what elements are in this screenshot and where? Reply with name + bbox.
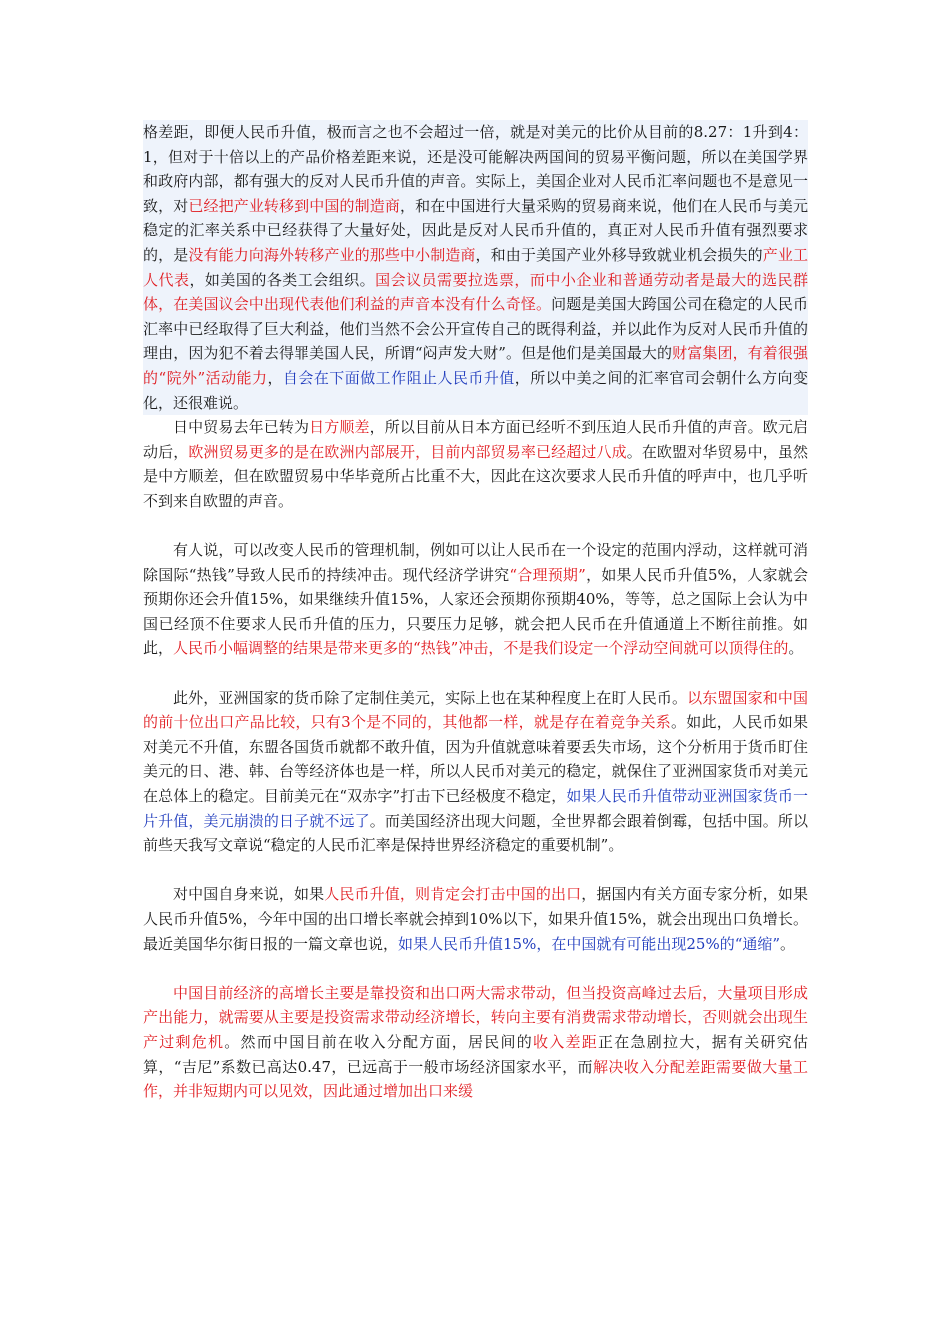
text-segment: 格差距，即便人民币升值，极而言之也不会超过一倍，就是对美元的比价从目前的8.27：1升到4：1，但对于十倍以上的产品价格差距来说，还是没可能解决两国间的贸易平衡问题，所以在美国学界和政府内部，都有强大的反对人民币升值的声音。实际上，美国企业对人民币汇率问题也不是意见一致，对 bbox=[143, 123, 808, 215]
text-segment: 对中国自身来说，如果 bbox=[173, 885, 325, 904]
text-segment: 如果人民币升值15%，在中国就有可能出现25%的“通缩” bbox=[398, 934, 781, 953]
paragraph-5 bbox=[143, 882, 808, 956]
text-segment: 人民币升值，则肯定会打击中国的出口 bbox=[324, 885, 582, 904]
text-segment: 已经把产业转移到中国的制造商 bbox=[188, 196, 400, 215]
text-segment: ，所以目前从日本方面已经听不到压迫人民币升值的声音。欧元启动后， bbox=[143, 418, 808, 461]
text-segment: ，如美国的各类工会组织。 bbox=[189, 270, 376, 289]
text-segment: “合理预期” bbox=[509, 565, 586, 584]
text-segment: 。而美国经济出现大问题，全世界都会跟着倒霉，包括中国。所以前些天我写文章说“稳定的人民币汇率是保持世界经济稳定的重要机制”。 bbox=[143, 811, 808, 855]
text-segment: 没有能力向海外转移产业的那些中小制造商 bbox=[188, 245, 476, 264]
document-page bbox=[143, 120, 808, 1104]
text-segment: 如果人民币升值带动亚洲国家货币一片升值，美元崩溃的日子就不远了 bbox=[143, 787, 808, 830]
text-segment: 日中贸易去年已转为 bbox=[173, 418, 310, 437]
paragraph-2 bbox=[143, 415, 808, 513]
text-segment: 解决收入分配差距需要做大量工作，并非短期内可以见效，因此通过增加出口来缓 bbox=[143, 1057, 808, 1101]
text-segment: 有人说，可以改变人民币的管理机制，例如可以让人民币在一个设定的范围内浮动，这样就可消除国际“热钱”导致人民币的持续冲击。现代经济学讲究 bbox=[143, 541, 808, 584]
text-segment: 。在欧盟对华贸易中，虽然是中方顺差，但在欧盟贸易中华毕竟所占比重不大，因此在这次要求人民币升值的呼声中，也几乎听不到来自欧盟的声音。 bbox=[143, 442, 808, 510]
text-segment: 。 bbox=[780, 934, 796, 953]
text-segment: ，和由于美国产业外移导致就业机会损失的 bbox=[475, 245, 763, 264]
text-segment: 国会议员需要拉选票，而中小企业和普通劳动者是最大的选民群体，在美国议会中出现代表他们利益的声音本没有什么奇怪。 bbox=[143, 270, 808, 314]
paragraph-3 bbox=[143, 538, 808, 661]
text-segment: 欧洲贸易更多的是在欧洲内部展开，目前内部贸易率已经超过八成 bbox=[188, 442, 627, 461]
text-segment: 以东盟国家和中国的前十位出口产品比较，只有3个是不同的，其他都一样，就是存在着竞争关系 bbox=[143, 688, 808, 732]
text-segment: ，和在中国进行大量采购的贸易商来说，他们在人民币与美元稳定的汇率关系中已经获得了大量好处，因此是反对人民币升值的，真正对人民币升值有强烈要求的，是 bbox=[143, 196, 808, 264]
text-segment: 问题是美国大跨国公司在稳定的人民币汇率中已经取得了巨大利益，他们当然不会公开宣传自己的既得利益，并以此作为反对人民币升值的理由，因为犯不着去得罪美国人民，所谓“闷声发大财”。但是他们是美国最大的 bbox=[143, 295, 808, 363]
text-segment: 自会在下面做工作阻止人民币升值 bbox=[282, 368, 515, 387]
text-segment: 。如此，人民币如果对美元不升值，东盟各国货币就都不敢升值，因为升值就意味着要丢失市场，这个分析用于货币盯住美元的日、港、韩、台等经济体也是一样，所以人民币对美元的稳定，就保住了亚洲国家货币对美元在总体上的稳定。目前美元在“双赤字”打击下已经极度不稳定， bbox=[143, 713, 808, 806]
paragraph-6 bbox=[143, 981, 808, 1104]
text-segment: 产业工人代表 bbox=[143, 245, 808, 289]
text-segment: ， bbox=[267, 368, 283, 387]
paragraph-1 bbox=[143, 120, 808, 415]
text-segment: 正在急剧拉大，据有关研究估算，“吉尼”系数已高达0.47，已远高于一般市场经济国家水平，而 bbox=[143, 1032, 808, 1076]
text-segment: 。然而中国目前在收入分配方面，居民间的 bbox=[224, 1032, 533, 1051]
text-segment: 收入差距 bbox=[532, 1032, 598, 1051]
text-segment: 此外，亚洲国家的货币除了定制住美元，实际上也在某种程度上在盯人民币。 bbox=[173, 688, 688, 707]
text-segment: ，如果人民币升值5%，人家就会预期你还会升值15%，如果继续升值15%，人家还会预期你预期40%，等等，总之国际上会认为中国已经顶不住要求人民币升值的压力，只要压力足够，就会把人民币在升值通道上不断往前推。如此， bbox=[143, 565, 808, 658]
text-segment: 中国目前经济的高增长主要是靠投资和出口两大需求带动，但当投资高峰过去后，大量项目形成产出能力，就需要从主要是投资需求带动经济增长，转向主要有消费需求带动增长，否则就会出现生产过剩危机 bbox=[143, 983, 808, 1051]
text-segment: 财富集团，有着很强的“院外”活动能力 bbox=[143, 344, 808, 387]
text-segment: ，所以中美之间的汇率官司会朝什么方向变化，还很难说。 bbox=[143, 368, 808, 412]
text-segment: 人民币小幅调整的结果是带来更多的“热钱”冲击，不是我们设定一个浮动空间就可以顶得住的 bbox=[173, 639, 789, 658]
paragraph-4 bbox=[143, 686, 808, 858]
text-segment: 。 bbox=[788, 639, 804, 658]
text-segment: ，据国内有关方面专家分析，如果人民币升值5%，今年中国的出口增长率就会掉到10%以下，如果升值15%，就会出现出口负增长。最近美国华尔街日报的一篇文章也说， bbox=[143, 885, 808, 953]
text-segment: 日方顺差 bbox=[309, 418, 370, 437]
